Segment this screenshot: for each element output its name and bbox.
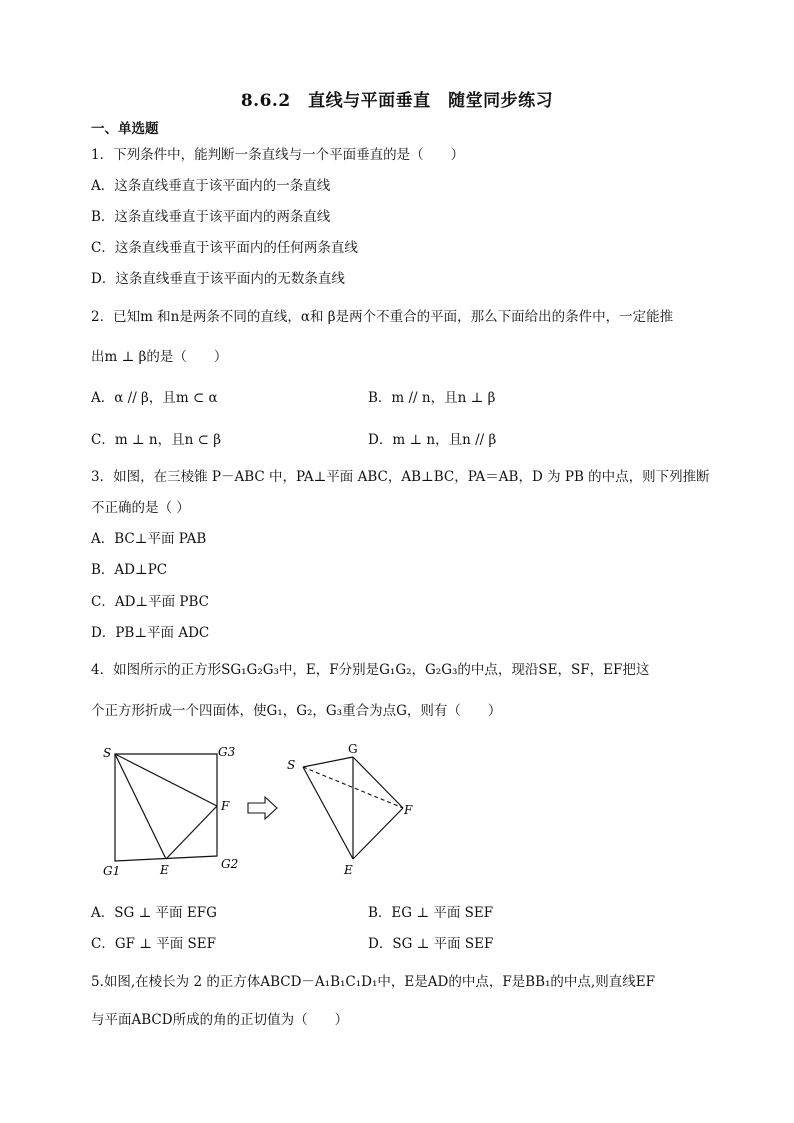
q1-option-c: C．这条直线垂直于该平面内的任何两条直线 — [91, 240, 358, 256]
label-s-right: S — [287, 758, 296, 772]
q4-option-b: B．EG ⊥ 平面 SEF — [368, 905, 494, 921]
edge-sg — [303, 757, 353, 767]
edge-se — [303, 767, 353, 859]
q3-option-d: D．PB⊥平面 ADC — [91, 625, 210, 641]
q3-stem-line2: 不正确的是（ ） — [91, 500, 190, 516]
q4-stem-line2: 个正方形折成一个四面体，使G₁，G₂，G₃重合为点G，则有（ ） — [91, 703, 502, 719]
q2-option-b: B．m // n，且n ⊥ β — [368, 390, 496, 406]
label-g2: G2 — [221, 857, 239, 871]
q3-option-a: A．BC⊥平面 PAB — [91, 531, 207, 547]
q2-stem-line1: 2．已知m 和n是两条不同的直线，α和 β是两个不重合的平面，那么下面给出的条件中，一定能推 — [91, 309, 674, 325]
line-se — [115, 754, 166, 859]
label-g1: G1 — [103, 864, 121, 878]
section-heading: 一、单选题 — [91, 121, 159, 137]
fold-arrow-icon — [248, 797, 277, 819]
q2-option-c: C．m ⊥ n，且n ⊂ β — [91, 432, 221, 448]
q2-option-d: D．m ⊥ n，且n // β — [368, 432, 497, 448]
q4-option-d: D．SG ⊥ 平面 SEF — [368, 936, 494, 952]
label-f-right: F — [404, 803, 413, 817]
q5-stem-line1: 5.如图,在棱长为 2 的正方体ABCD－A₁B₁C₁D₁中，E是AD的中点，F是BB₁的中点,则直线EF — [91, 974, 655, 990]
line-ef — [166, 806, 217, 859]
q3-option-c: C．AD⊥平面 PBC — [91, 594, 209, 610]
page-title: 8.6.2 直线与平面垂直 随堂同步练习 — [240, 91, 554, 111]
q4-option-a: A．SG ⊥ 平面 EFG — [91, 905, 217, 921]
label-e-right: E — [344, 863, 353, 877]
q2-option-a: A．α // β，且m ⊂ α — [91, 390, 218, 406]
square-outline — [115, 754, 217, 861]
q1-option-b: B．这条直线垂直于该平面内的两条直线 — [91, 209, 331, 225]
label-e: E — [160, 863, 169, 877]
q4-figure — [95, 738, 435, 888]
q3-stem-line1: 3．如图，在三棱锥 P－ABC 中，PA⊥平面 ABC，AB⊥BC，PA＝AB，D 为 PB 的中点，则下列推断 — [91, 469, 710, 485]
label-f: F — [221, 799, 230, 813]
label-g3: G3 — [218, 745, 236, 759]
fold-diagram — [95, 738, 435, 888]
label-s: S — [103, 746, 112, 760]
q1-stem: 1．下列条件中，能判断一条直线与一个平面垂直的是（ ） — [91, 147, 465, 163]
edge-gf — [353, 757, 403, 808]
q4-stem-line1: 4．如图所示的正方形SG₁G₂G₃中，E，F分别是G₁G₂，G₂G₃的中点，现沿SE，SF，EF把这 — [91, 662, 650, 678]
q1-option-d: D．这条直线垂直于该平面内的无数条直线 — [91, 271, 345, 287]
line-sf — [115, 754, 217, 806]
q3-option-b: B．AD⊥PC — [91, 562, 168, 578]
label-g: G — [348, 742, 358, 756]
q4-option-c: C．GF ⊥ 平面 SEF — [91, 936, 217, 952]
q1-option-a: A．这条直线垂直于该平面内的一条直线 — [91, 178, 331, 194]
q2-stem-line2: 出m ⊥ β的是（ ） — [91, 349, 228, 365]
q5-stem-line2: 与平面ABCD所成的角的正切值为（ ） — [91, 1012, 349, 1028]
edge-ef — [353, 808, 403, 859]
